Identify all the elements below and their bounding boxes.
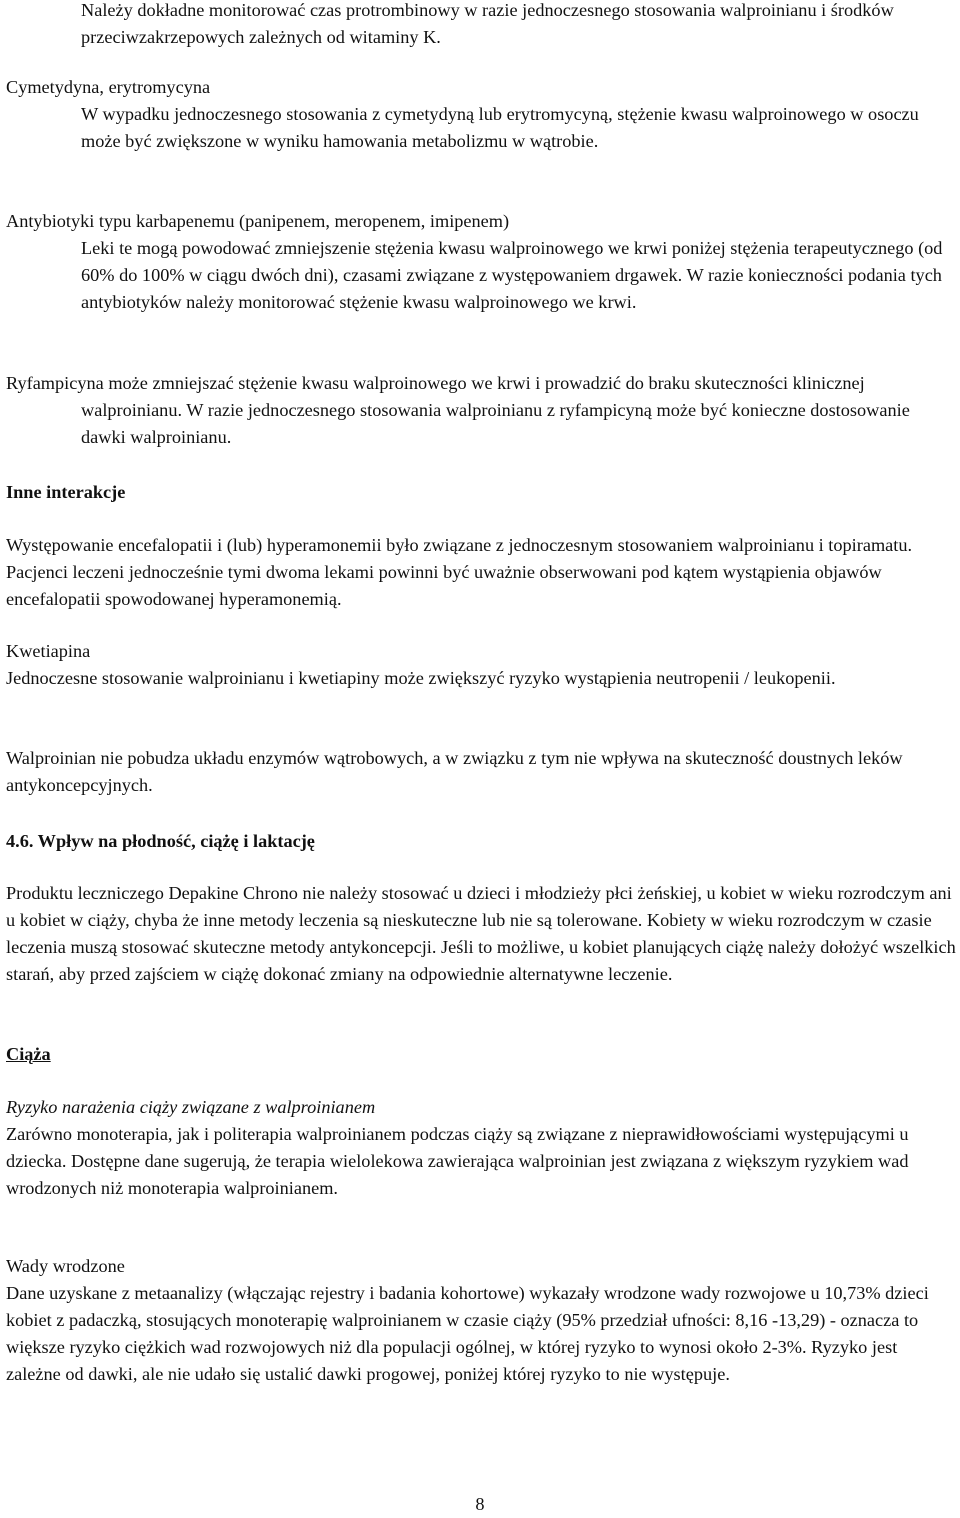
encephalopathy-paragraph: Występowanie encefalopatii i (lub) hyperamonemii było związane z jednoczesnym stosowaniem walproinianu i topiramatu. Pacjenci leczeni jednocześnie tymi dwoma lekami powinni być uważnie obserwowani pod kątem wystąpienia objawów encefalopatii spowodowanej hyperamonemią. xyxy=(6,535,913,609)
pregnancy-heading: Ciąża xyxy=(6,1044,51,1064)
cimetidine-heading: Cymetydyna, erytromycyna xyxy=(6,77,211,97)
quetiapine-heading: Kwetiapina xyxy=(6,641,91,661)
defects-paragraph: Dane uzyskane z metaanalizy (włączając rejestry i badania kohortowe) wykazały wrodzone wady rozwojowe u 10,73% dzieci kobiet z padaczką, stosujących monoterapię walproinianem w czasie ciąży (95% przedział ufności: 8,16 -13,29) - oznacza to większe ryzyko ciężkich wad rozwojowych niż dla populacji ogólnej, w której ryzyko to wynosi około 2-3%. Ryzyko jest zależne od dawki, ale nie udało się ustalić dawki progowej, poniżej której ryzyko to nie występuje. xyxy=(6,1283,929,1384)
carbapenem-paragraph: Leki te mogą powodować zmniejszenie stężenia kwasu walproinowego we krwi poniżej stężenia terapeutycznego (od 60% do 100% w ciągu dwóch dni), czasami związane z występowaniem drgawek. W razie konieczności podania tych antybiotyków należy monitorować stężenie kwasu walproinowego we krwi. xyxy=(81,238,943,312)
quetiapine-paragraph: Jednoczesne stosowanie walproinianu i kwetiapiny może zwiększyć ryzyko wystąpienia neutropenii / leukopenii. xyxy=(6,668,836,688)
cimetidine-paragraph: W wypadku jednoczesnego stosowania z cymetydyną lub erytromycyną, stężenie kwasu walproinowego w osoczu może być zwiększone w wyniku hamowania metabolizmu w wątrobie. xyxy=(81,104,919,151)
carbapenem-heading: Antybiotyki typu karbapenemu (panipenem, meropenem, imipenem) xyxy=(6,211,510,231)
page-number: 8 xyxy=(475,1494,485,1514)
section-heading: 4.6. Wpływ na płodność, ciążę i laktację xyxy=(6,831,315,851)
other-interactions-heading: Inne interakcje xyxy=(6,482,126,502)
defects-heading: Wady wrodzone xyxy=(6,1256,125,1276)
anticoagulant-paragraph: Należy dokładne monitorować czas protrombinowy w razie jednoczesnego stosowania walproinianu i środków przeciwzakrzepowych zależnych od witaminy K. xyxy=(81,0,894,47)
enzymes-paragraph: Walproinian nie pobudza układu enzymów wątrobowych, a w związku z tym nie wpływa na skuteczność doustnych leków antykoncepcyjnych. xyxy=(6,748,903,795)
risk-heading: Ryzyko narażenia ciąży związane z walproinianem xyxy=(6,1097,376,1117)
rifampicin-paragraph: Ryfampicyna może zmniejszać stężenie kwasu walproinowego we krwi i prowadzić do braku skuteczności klinicznej walproinianu. W razie jednoczesnego stosowania walproinianu z ryfampicyną może być konieczne dostosowanie dawki walproinianu. xyxy=(6,373,910,447)
risk-paragraph: Zarówno monoterapia, jak i politerapia walproinianem podczas ciąży są związane z nieprawidłowościami występującymi u dziecka. Dostępne dane sugerują, że terapia wielolekowa zawierająca walproinian jest związana z większym ryzykiem wad wrodzonych niż monoterapia walproinianem. xyxy=(6,1124,909,1198)
section-paragraph: Produktu leczniczego Depakine Chrono nie należy stosować u dzieci i młodzieży płci żeńskiej, u kobiet w wieku rozrodczym ani u kobiet w ciąży, chyba że inne metody leczenia są nieskuteczne lub nie są tolerowane. Kobiety w wieku rozrodczym w czasie leczenia muszą stosować skuteczne metody antykoncepcji. Jeśli to możliwe, u kobiet planujących ciążę należy dołożyć wszelkich starań, aby przed zajściem w ciążę dokonać zmiany na odpowiednie alternatywne leczenie. xyxy=(6,883,956,984)
